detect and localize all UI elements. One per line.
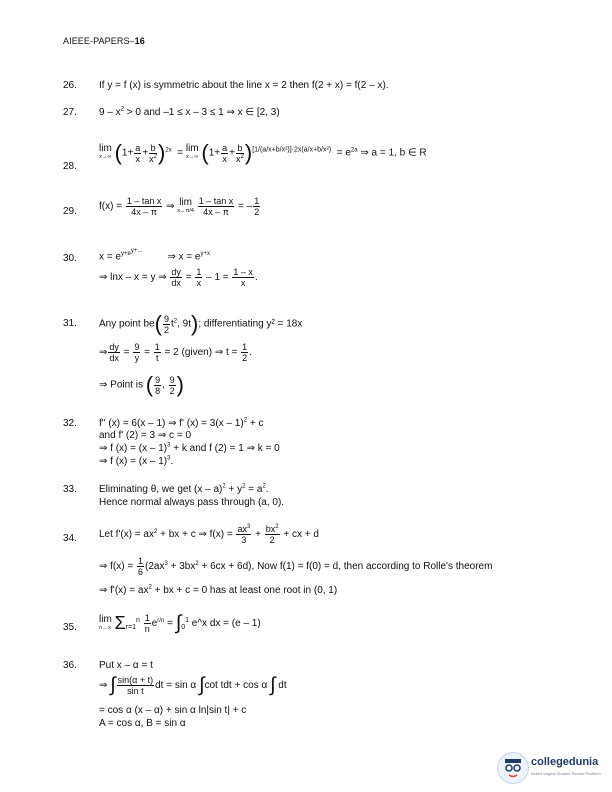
q36-line2: ⇒ ∫ $\frac{\sin(\alpha + t)}{\text{sin t}}$ dt = sin α ∫cot tdt + cos α ∫ dt — [99, 674, 287, 696]
q26-text: If y = f (x) is symmetric about the line x = 2 then f(2 + x) = f(2 – x). — [99, 80, 389, 91]
q30-line2: ⇒ lnx – x = y ⇒ $\frac{dy}{dx}$ = $\frac{1}{x}$ – 1 = $\frac{1 - x}{x}$ . — [99, 267, 258, 288]
q28-formula: lim x→∞ (1+ $\frac{a}{x}$ + $\frac{b}{x^2}$ )$^{2x}$ = lim x→∞ (1+ $\frac{a}{x}$ + $\frac{b}{x^2}$ )$^{[1/(a/x+b/x^2)]\cdot 2x(a/x+b/x^2)} = e^{2a}$ ⇒ a = 1, b ∈ R — [99, 140, 427, 165]
q27-number: 27. — [63, 107, 77, 118]
logo-name: collegedunia — [531, 756, 599, 768]
limit-symbol: lim x→∞ — [99, 143, 112, 160]
page-header: AIEEE-PAPERS–16 — [63, 36, 145, 46]
q33-line1: Eliminating θ, we get $(x - a)^2 + y^2 = a^2$. — [99, 483, 269, 495]
q27-text: $9 - x^2 > 0$ and –1 ≤ x – 3 ≤ 1 ⇒ x ∈ [2, 3) — [99, 106, 280, 118]
q36-line1: Put x – α = t — [99, 660, 153, 671]
q34-number: 34. — [63, 533, 77, 544]
q32-line3: ⇒ f (x) = (x – 1)$^3$ + k and f (2) = 1 ⇒ k = 0 — [99, 442, 280, 454]
q28-number: 28. — [63, 161, 77, 172]
q32-number: 32. — [63, 418, 77, 429]
q32-line2: and f' (2) = 3 ⇒ c = 0 — [99, 430, 192, 441]
q34-line3: ⇒ $f'(x) = ax^2$ + bx + c = 0 has at least one root in (0, 1) — [99, 584, 338, 596]
q31-line3: ⇒ Point is ( $\frac{9}{8}$ , $\frac{9}{2}$ ) — [99, 372, 184, 397]
q29-number: 29. — [63, 206, 77, 217]
q36-line3: = cos α (x – α) + sin α ln|sin t| + c — [99, 705, 247, 716]
q32-line1: f'' (x) = 6(x – 1) ⇒ f' (x) = 3(x – 1)$^2$ + c — [99, 417, 264, 429]
q33-number: 33. — [63, 484, 77, 495]
logo-mascot-icon — [497, 752, 529, 784]
q34-line1: Let $f'(x) = ax^2$ + bx + c ⇒ f(x) = $\frac{ax^3}{3}$ + $\frac{bx^2}{2}$ + cx + d — [99, 524, 319, 545]
q29-formula: f(x) = $\frac{\text{1 – tan x}}{4x - \pi}$ ⇒ lim x→π/4 $\frac{\text{1 – tan x}}{4x - \pi}$ = – $\frac{1}{2}$ — [99, 196, 260, 217]
q31-line1: Any point be( $\frac{9}{2}$ $t^2$, 9t); differentiating y² = 18x — [99, 311, 303, 336]
q34-line2: ⇒ f(x) = $\frac{1}{6}$ $(2ax^3 + 3bx^2 + 6cx + 6d)$, Now f(1) = f(0) = d, then according to Rolle's theorem — [99, 556, 493, 577]
q36-line4: A = cos α, B = sin α — [99, 718, 186, 729]
q30-number: 30. — [63, 253, 77, 264]
q31-line2: ⇒ $\frac{dy}{dx}$ = $\frac{9}{y}$ = $\frac{1}{t}$ = 2 (given) ⇒ t = $\frac{1}{2}$ . — [99, 342, 252, 363]
q32-line4: ⇒ f (x) = (x – 1)$^3$. — [99, 455, 174, 467]
q35-number: 35. — [63, 622, 77, 633]
q36-number: 36. — [63, 660, 77, 671]
q33-line2: Hence normal always pass through (a, 0). — [99, 497, 285, 508]
q31-number: 31. — [63, 318, 77, 329]
q35-formula: lim n→∞ $\Sigma_{r=1}^n$ $\frac{1}{n}$ $e^{r/n} = \int_0^1$ e^x dx = (e – 1) — [99, 612, 261, 634]
logo-tagline: India's largest Student Review Platform — [531, 771, 601, 776]
q30-line1: $x = e^{y+e^{y+...}}$ ⇒ $x = e^{y+x}$ — [99, 248, 210, 263]
q26-number: 26. — [63, 80, 77, 91]
